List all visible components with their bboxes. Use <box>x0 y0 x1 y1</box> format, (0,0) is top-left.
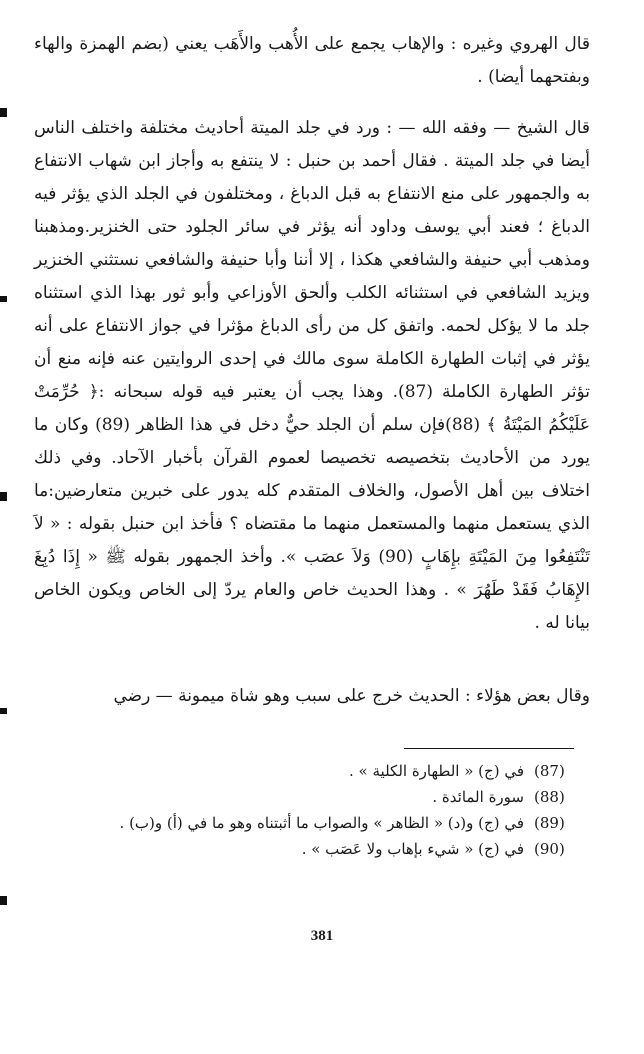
scan-edge-mark <box>0 896 7 905</box>
paragraph-3: وقال بعض هؤلاء : الحديث خرج على سبب وهو شاة ميمونة — رضي <box>113 686 590 706</box>
footnote-number: (89) <box>534 814 565 832</box>
page-number: 381 <box>310 928 334 944</box>
scan-edge-mark <box>0 492 7 501</box>
scan-edge-mark <box>0 708 7 714</box>
footnote-text: في (ج) « شيء بإهاب ولا عَصَب » . <box>301 840 524 858</box>
footnote-text: سورة المائدة . <box>432 788 524 806</box>
footnote-87 <box>60 758 580 784</box>
footnote-90 <box>60 836 580 862</box>
footnote-number: (90) <box>534 840 565 858</box>
footnote-text: في (ج) « الطهارة الكلية » . <box>349 762 524 780</box>
footnote-text: في (ج) و(د) « الظاهر » والصواب ما أثبتناه وهو ما في (أ) و(ب) . <box>119 814 524 832</box>
footnote-88 <box>60 784 580 810</box>
footnote-separator <box>404 748 574 749</box>
footnote-89 <box>60 810 580 836</box>
paragraph-1: قال الهروي وغيره : والإهاب يجمع على الأُهب والأَهَب يعني (بضم الهمزة والهاء وبفتحهما أيضا) . <box>34 34 590 87</box>
footnote-number: (87) <box>534 762 565 780</box>
footnote-number: (88) <box>534 788 565 806</box>
footnotes <box>60 758 580 862</box>
scan-edge-mark <box>0 296 7 302</box>
paragraph-2: قال الشيخ — وفقه الله — : ورد في جلد الميتة أحاديث مختلفة واختلف الناس أيضا في جلد الميتة . فقال أحمد بن حنبل : لا ينتفع به وأجاز ابن شهاب الانتفاع به والجمهور على منع الانتفاع به قبل الدباغ ، ومختلفون في الجلد الذي يؤثر فيه الدباغ ؛ فعند أبي يوسف وداود أنه يؤثر في سائر الجلود حتى الخنزير.ومذهبنا ومذهب أبي حنيفة والشافعي هكذا ، إلا أننا وأبا حنيفة والشافعي نستثني الخنزير ويزيد الشافعي في استثنائه الكلب وألحق الأوزاعي وأبو ثور بهذا الذي استثناه جلد ما لا يؤكل لحمه. واتفق كل من رأى الدباغ مؤثرا في جواز الانتفاع على أنه يؤثر في إثبات الطهارة الكاملة سوى مالك في إحدى الروايتين عنه فإنه منع أن تؤثر الطهارة الكاملة (87). وهذا يجب أن يعتبر فيه قوله سبحانه :﴿ حُرِّمَتْ عَلَيْكُمُ المَيْتَةُ ﴾ (88)فإن سلم أن الجلد حيٌّ دخل في هذا الظاهر (89) وكان ما يورد من الأحاديث بتخصيصه تخصيصا لعموم القرآن بأخبار الآحاد. وفي ذلك اختلاف بين أهل الأصول، والخلاف المتقدم كله يدور على خبرين متعارضين:ما الذي يستعمل منهما والمستعمل منهما ما مقتضاه ؟ فأخذ ابن حنبل بقوله : « لاَ تَنْتَفِعُوا مِنَ المَيْتَةِ بإِهَابٍ (90) وَلاَ عصَب ». وأخذ الجمهور بقوله ﷺ « إِذَا دُبِغَ الإِهَابُ فَقَدْ طَهُرَ » . وهذا الحديث خاص والعام يردّ إلى الخاص ويكون الخاص بيانا له . <box>34 118 590 633</box>
scan-edge-mark <box>0 108 7 117</box>
